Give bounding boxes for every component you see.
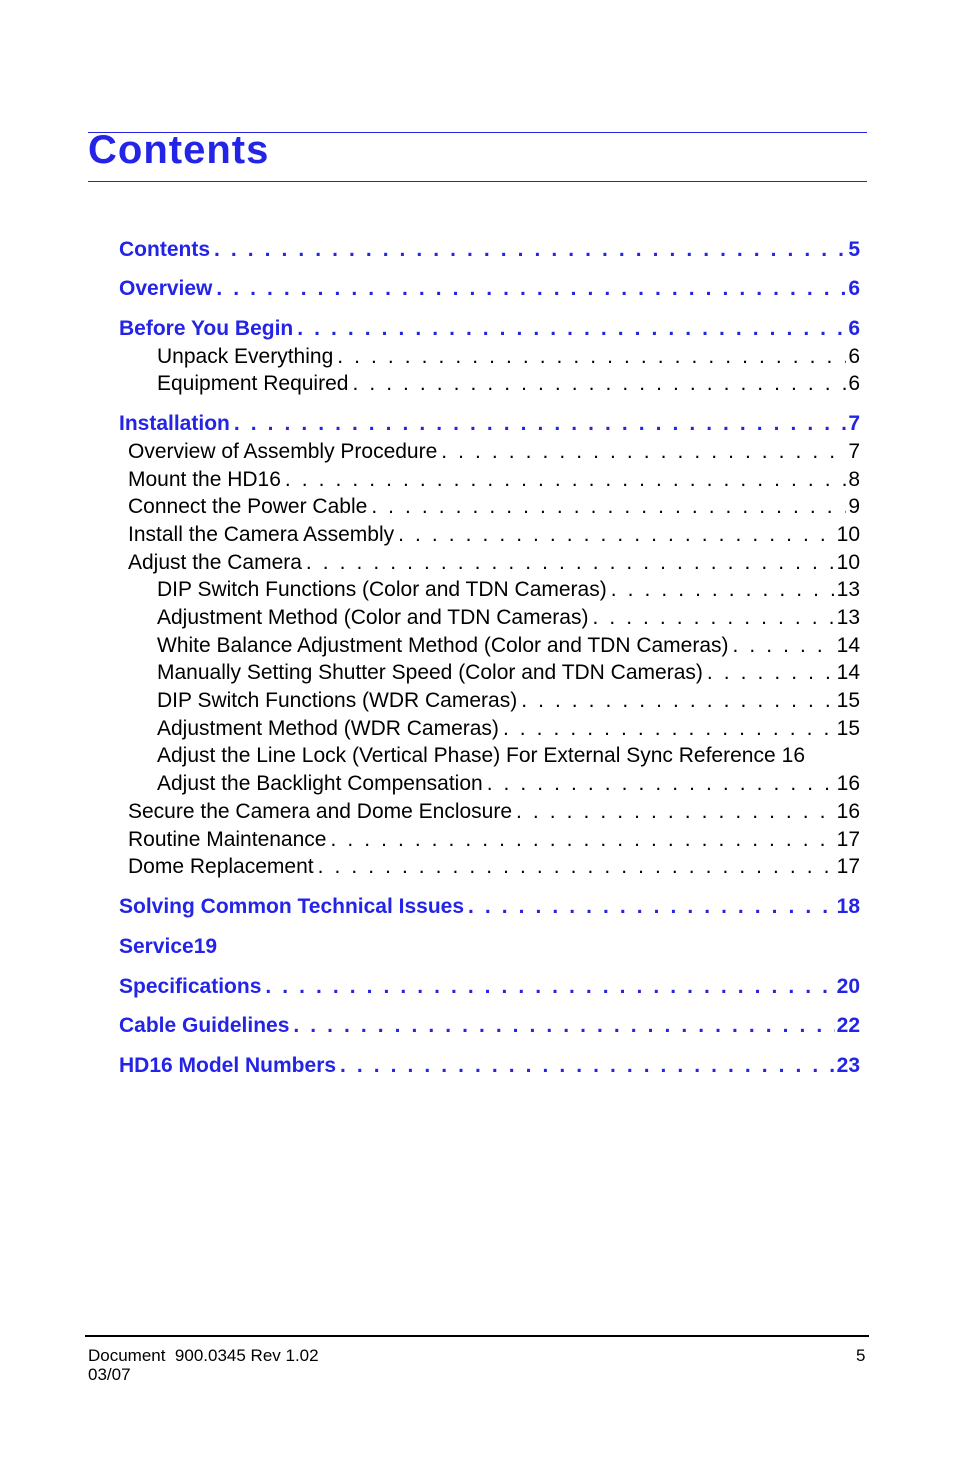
toc-entry-label: Install the Camera Assembly [128,523,395,546]
toc-entry-page: 22 [836,1014,860,1037]
page-title: Contents [88,128,270,172]
toc-dot-leader [234,410,846,438]
toc-entry-label: Solving Common Technical Issues [119,895,465,918]
toc-entry-label: Overview of Assembly Procedure [128,440,438,463]
toc-entry[interactable] [119,1012,860,1040]
toc-entry-page: 6 [848,277,860,300]
toc-entry-label: Before You Begin [119,317,294,340]
toc-entry-label: Adjustment Method (Color and TDN Cameras) [157,606,589,629]
toc-entry[interactable] [157,576,860,604]
toc-entry-page: 6 [848,372,860,395]
toc-dot-leader [733,632,835,660]
toc-entry-label: Contents [119,238,210,261]
toc-entry[interactable] [119,275,860,303]
toc-entry-page: 7 [848,412,860,435]
toc-entry-page: 15 [836,689,860,712]
toc-entry-page: 15 [836,717,860,740]
toc-entry-page: 6 [848,345,860,368]
toc-entry-label: Adjustment Method (WDR Cameras) [157,717,499,740]
toc-dot-leader [297,315,846,343]
footer-document-number: Document 900.0345 Rev 1.02 [88,1346,319,1365]
toc-dot-leader [611,576,835,604]
toc-entry-page: 20 [836,975,860,998]
toc-entry-label: Specifications [119,975,262,998]
toc-dot-leader [285,466,846,494]
toc-dot-leader [337,343,846,371]
footer-rule [85,1335,869,1337]
toc-entry-page: 17 [836,855,860,878]
toc-entry-label: Adjust the Camera [128,551,302,574]
toc-entry-page: 13 [836,578,860,601]
toc-entry[interactable] [157,659,860,687]
toc-dot-leader [371,493,846,521]
toc-entry-page: 5 [848,238,860,261]
toc-entry[interactable] [157,742,860,770]
toc-entry-page: 18 [836,895,860,918]
toc-entry-page: 7 [848,440,860,463]
toc-entry[interactable] [157,604,860,632]
toc-entry[interactable] [128,466,860,494]
toc-entry[interactable] [157,770,860,798]
toc-dot-leader [592,604,834,632]
toc-entry[interactable] [119,933,860,961]
toc-entry[interactable] [119,973,860,1001]
toc-entry-page: 16 [836,800,860,823]
title-bottom-rule [88,181,867,182]
toc-entry-page: 16 [836,772,860,795]
toc-entry[interactable] [119,315,860,343]
toc-entry[interactable] [128,521,860,549]
toc-dot-leader [468,893,835,921]
toc-entry-page: 10 [836,523,860,546]
toc-dot-leader [707,659,835,687]
toc-entry[interactable] [128,549,860,577]
toc-entry-page: 23 [836,1054,860,1077]
toc-entry-page: 9 [848,495,860,518]
toc-entry-label: DIP Switch Functions (WDR Cameras) [157,689,518,712]
toc-entry-page: 6 [848,317,860,340]
toc-entry-page: 14 [836,661,860,684]
toc-entry[interactable] [119,410,860,438]
toc-entry[interactable] [128,493,860,521]
toc-entry[interactable] [157,370,860,398]
toc-entry-label: Secure the Camera and Dome Enclosure [128,800,513,823]
toc-dot-leader [352,370,846,398]
toc-entry-label: HD16 Model Numbers [119,1054,337,1077]
toc-dot-leader [398,521,835,549]
toc-entry-label: Equipment Required [157,372,349,395]
toc-entry-page: 13 [836,606,860,629]
toc-entry-label: Adjust the Line Lock (Vertical Phase) For External Sync Reference [157,744,776,767]
toc-entry-label: Cable Guidelines [119,1014,290,1037]
toc-entry[interactable] [128,798,860,826]
footer-document-info [88,1346,319,1384]
toc-entry[interactable] [119,893,860,921]
toc-entry[interactable] [157,715,860,743]
toc-dot-leader [503,715,835,743]
toc-entry[interactable] [157,343,860,371]
toc-entry-label: Unpack Everything [157,345,334,368]
toc-entry-page: 17 [836,828,860,851]
footer-date: 03/07 [88,1365,131,1384]
toc-entry-page: 16 [781,744,805,767]
toc-dot-leader [340,1052,835,1080]
toc-dot-leader [214,236,846,264]
toc-entry-label: Service [119,935,194,958]
toc-entry[interactable] [157,687,860,715]
toc-entry-label: Dome Replacement [128,855,314,878]
toc-entry-page: 10 [836,551,860,574]
footer-page-number: 5 [856,1346,866,1365]
toc-dot-leader [216,275,846,303]
toc-entry-page: 19 [193,935,218,958]
toc-entry[interactable] [119,236,860,264]
toc-dot-leader [487,770,835,798]
toc-dot-leader [293,1012,834,1040]
toc-entry-label: White Balance Adjustment Method (Color and TDN Cameras) [157,634,729,657]
toc-dot-leader [521,687,834,715]
toc-entry[interactable] [157,632,860,660]
toc-entry-label: Installation [119,412,230,435]
toc-dot-leader [318,853,835,881]
toc-dot-leader [516,798,835,826]
toc-entry-label: Manually Setting Shutter Speed (Color and TDN Cameras) [157,661,703,684]
toc-dot-leader [306,549,835,577]
toc-entry[interactable] [128,853,860,881]
toc-entry[interactable] [119,1052,860,1080]
toc-entry[interactable] [128,826,860,854]
toc-entry-page: 14 [836,634,860,657]
toc-entry-label: DIP Switch Functions (Color and TDN Cameras) [157,578,607,601]
toc-entry-label: Adjust the Backlight Compensation [157,772,483,795]
toc-entry-label: Overview [119,277,213,300]
toc-dot-leader [441,438,846,466]
toc-entry-label: Connect the Power Cable [128,495,368,518]
toc-entry-page: 8 [848,468,860,491]
toc-dot-leader [265,973,834,1001]
toc-entry-label: Routine Maintenance [128,828,327,851]
toc-entry[interactable] [128,438,860,466]
toc-dot-leader [330,826,834,854]
toc-entry-label: Mount the HD16 [128,468,281,491]
